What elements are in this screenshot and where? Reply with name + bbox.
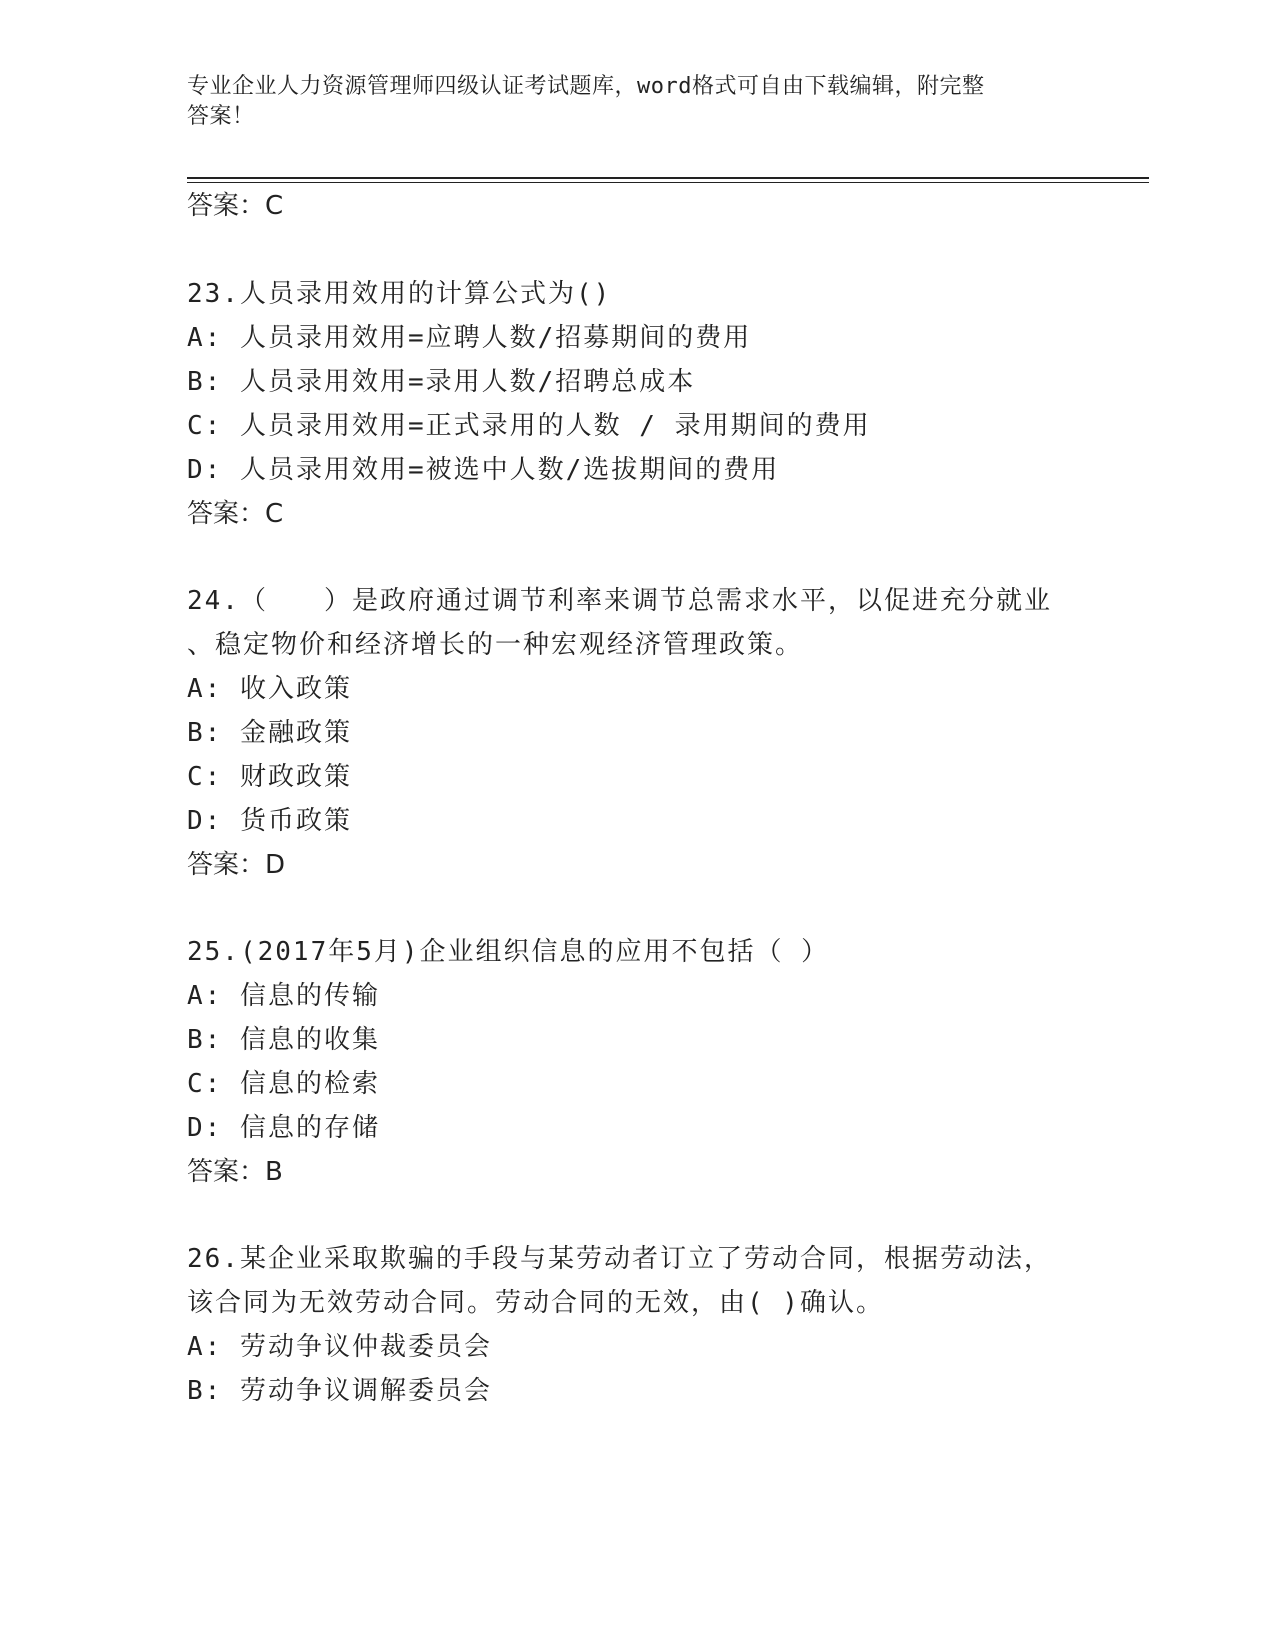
question-24-option-a: A: 收入政策 bbox=[187, 674, 352, 704]
question-23-answer: 答案：C bbox=[187, 499, 284, 529]
question-23-option-d: D: 人员录用效用=被选中人数/选拔期间的费用 bbox=[187, 455, 780, 485]
question-24-stem-line-1: 24.（ ）是政府通过调节利率来调节总需求水平，以促进充分就业 bbox=[187, 586, 1052, 616]
question-23-option-c: C: 人员录用效用=正式录用的人数 / 录用期间的费用 bbox=[187, 411, 871, 441]
question-25-stem: 25.(2017年5月)企业组织信息的应用不包括（ ） bbox=[187, 937, 830, 967]
header-line-1: 专业企业人力资源管理师四级认证考试题库，word格式可自由下载编辑，附完整 bbox=[187, 74, 985, 99]
question-24-option-c: C: 财政政策 bbox=[187, 762, 352, 792]
question-26-option-b: B: 劳动争议调解委员会 bbox=[187, 1376, 492, 1406]
question-26-option-a: A: 劳动争议仲裁委员会 bbox=[187, 1332, 492, 1362]
question-23-option-b: B: 人员录用效用=录用人数/招聘总成本 bbox=[187, 367, 696, 397]
header-line-2: 答案！ bbox=[187, 104, 255, 129]
question-25-option-b: B: 信息的收集 bbox=[187, 1025, 380, 1055]
header-divider-thick bbox=[187, 177, 1149, 179]
question-24-answer: 答案：D bbox=[187, 850, 286, 880]
question-25-option-c: C: 信息的检索 bbox=[187, 1069, 380, 1099]
question-25-answer: 答案：B bbox=[187, 1157, 283, 1187]
question-23-stem: 23.人员录用效用的计算公式为() bbox=[187, 279, 612, 309]
question-25-option-d: D: 信息的存储 bbox=[187, 1113, 380, 1143]
question-26-stem-line-1: 26.某企业采取欺骗的手段与某劳动者订立了劳动合同，根据劳动法， bbox=[187, 1244, 1052, 1274]
header-divider-thin bbox=[187, 182, 1149, 183]
question-24-stem-line-2: 、稳定物价和经济增长的一种宏观经济管理政策。 bbox=[187, 630, 804, 660]
question-24-option-b: B: 金融政策 bbox=[187, 718, 352, 748]
question-25-option-a: A: 信息的传输 bbox=[187, 981, 380, 1011]
question-24-option-d: D: 货币政策 bbox=[187, 806, 352, 836]
question-26-stem-line-2: 该合同为无效劳动合同。劳动合同的无效，由( )确认。 bbox=[187, 1288, 884, 1318]
previous-answer: 答案：C bbox=[187, 191, 284, 221]
document-header bbox=[187, 72, 1067, 132]
question-23-option-a: A: 人员录用效用=应聘人数/招募期间的费用 bbox=[187, 323, 752, 353]
